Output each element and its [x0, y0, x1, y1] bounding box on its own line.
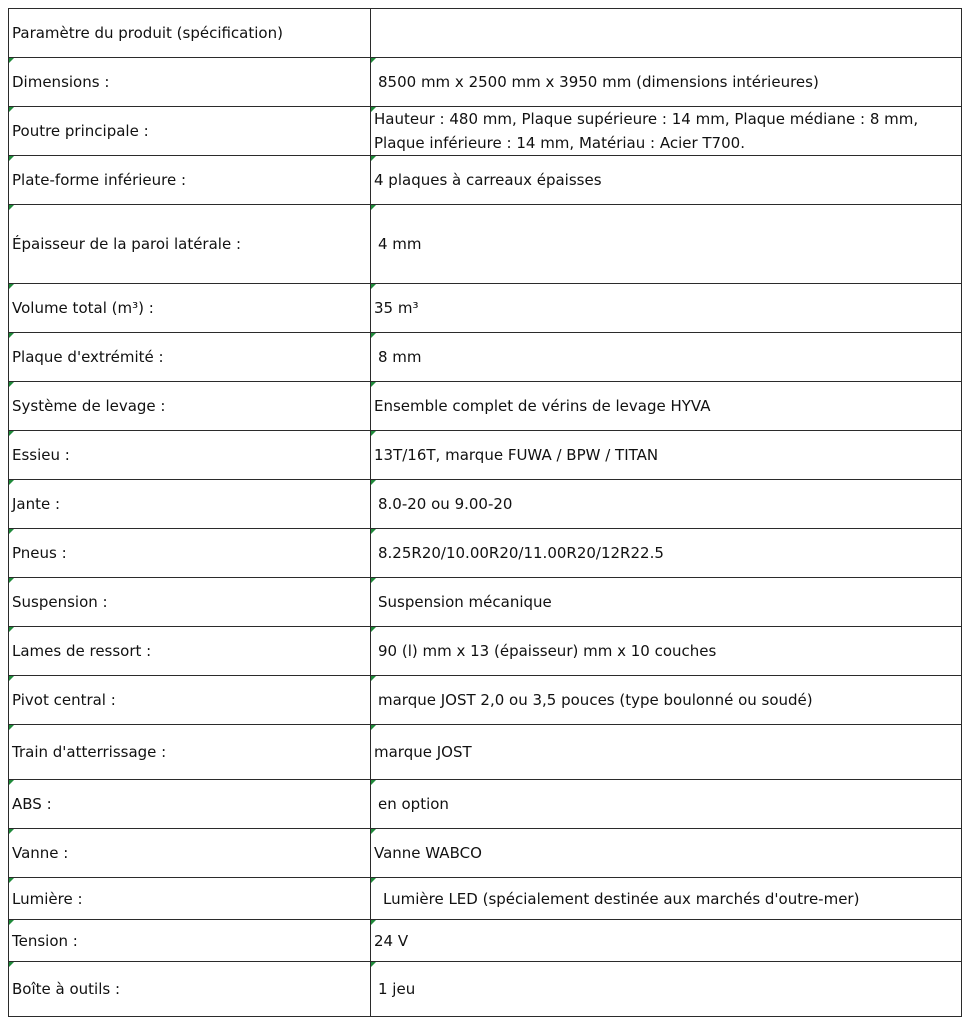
header-value [371, 9, 962, 58]
row-value: 4 mm [371, 205, 962, 284]
row-value: Vanne WABCO [371, 829, 962, 878]
table-row [9, 529, 962, 578]
row-value: 1 jeu [371, 962, 962, 1017]
table-row [9, 780, 962, 829]
table-row [9, 382, 962, 431]
row-value: 13T/16T, marque FUWA / BPW / TITAN [371, 431, 962, 480]
table-row [9, 205, 962, 284]
table-row [9, 878, 962, 920]
row-label: ABS : [9, 780, 371, 829]
table-row [9, 284, 962, 333]
table-row [9, 333, 962, 382]
row-label: Pivot central : [9, 676, 371, 725]
table-row [9, 920, 962, 962]
header-label: Paramètre du produit (spécification) [9, 9, 371, 58]
row-value: 4 plaques à carreaux épaisses [371, 156, 962, 205]
row-value: Lumière LED (spécialement destinée aux marchés d'outre-mer) [371, 878, 962, 920]
row-value: 8 mm [371, 333, 962, 382]
table-row [9, 962, 962, 1017]
row-label: Plaque d'extrémité : [9, 333, 371, 382]
row-value: Hauteur : 480 mm, Plaque supérieure : 14 mm, Plaque médiane : 8 mm, Plaque inférieure : 14 mm, Matériau : Acier T700. [371, 107, 962, 156]
row-label: Suspension : [9, 578, 371, 627]
row-label: Volume total (m³) : [9, 284, 371, 333]
row-label: Épaisseur de la paroi latérale : [9, 205, 371, 284]
row-value: en option [371, 780, 962, 829]
row-label: Dimensions : [9, 58, 371, 107]
table-row [9, 676, 962, 725]
row-value: Suspension mécanique [371, 578, 962, 627]
table-row [9, 627, 962, 676]
table-header-row [9, 9, 962, 58]
row-label: Essieu : [9, 431, 371, 480]
row-label: Lumière : [9, 878, 371, 920]
row-label: Plate-forme inférieure : [9, 156, 371, 205]
table-row [9, 480, 962, 529]
row-label: Jante : [9, 480, 371, 529]
row-label: Lames de ressort : [9, 627, 371, 676]
row-label: Système de levage : [9, 382, 371, 431]
row-label: Tension : [9, 920, 371, 962]
row-value: 8.25R20/10.00R20/11.00R20/12R22.5 [371, 529, 962, 578]
table-row [9, 58, 962, 107]
row-label: Vanne : [9, 829, 371, 878]
table-row [9, 107, 962, 156]
table-row [9, 156, 962, 205]
row-label: Train d'atterrissage : [9, 725, 371, 780]
table-row [9, 578, 962, 627]
row-value: 24 V [371, 920, 962, 962]
row-value: 35 m³ [371, 284, 962, 333]
table-row [9, 431, 962, 480]
row-label: Poutre principale : [9, 107, 371, 156]
spec-table [8, 8, 962, 1017]
row-value: marque JOST [371, 725, 962, 780]
row-label: Pneus : [9, 529, 371, 578]
row-value: 90 (l) mm x 13 (épaisseur) mm x 10 couches [371, 627, 962, 676]
table-row [9, 829, 962, 878]
row-label: Boîte à outils : [9, 962, 371, 1017]
table-row [9, 725, 962, 780]
row-value: Ensemble complet de vérins de levage HYVA [371, 382, 962, 431]
row-value: 8.0-20 ou 9.00-20 [371, 480, 962, 529]
row-value: marque JOST 2,0 ou 3,5 pouces (type boulonné ou soudé) [371, 676, 962, 725]
row-value: 8500 mm x 2500 mm x 3950 mm (dimensions intérieures) [371, 58, 962, 107]
